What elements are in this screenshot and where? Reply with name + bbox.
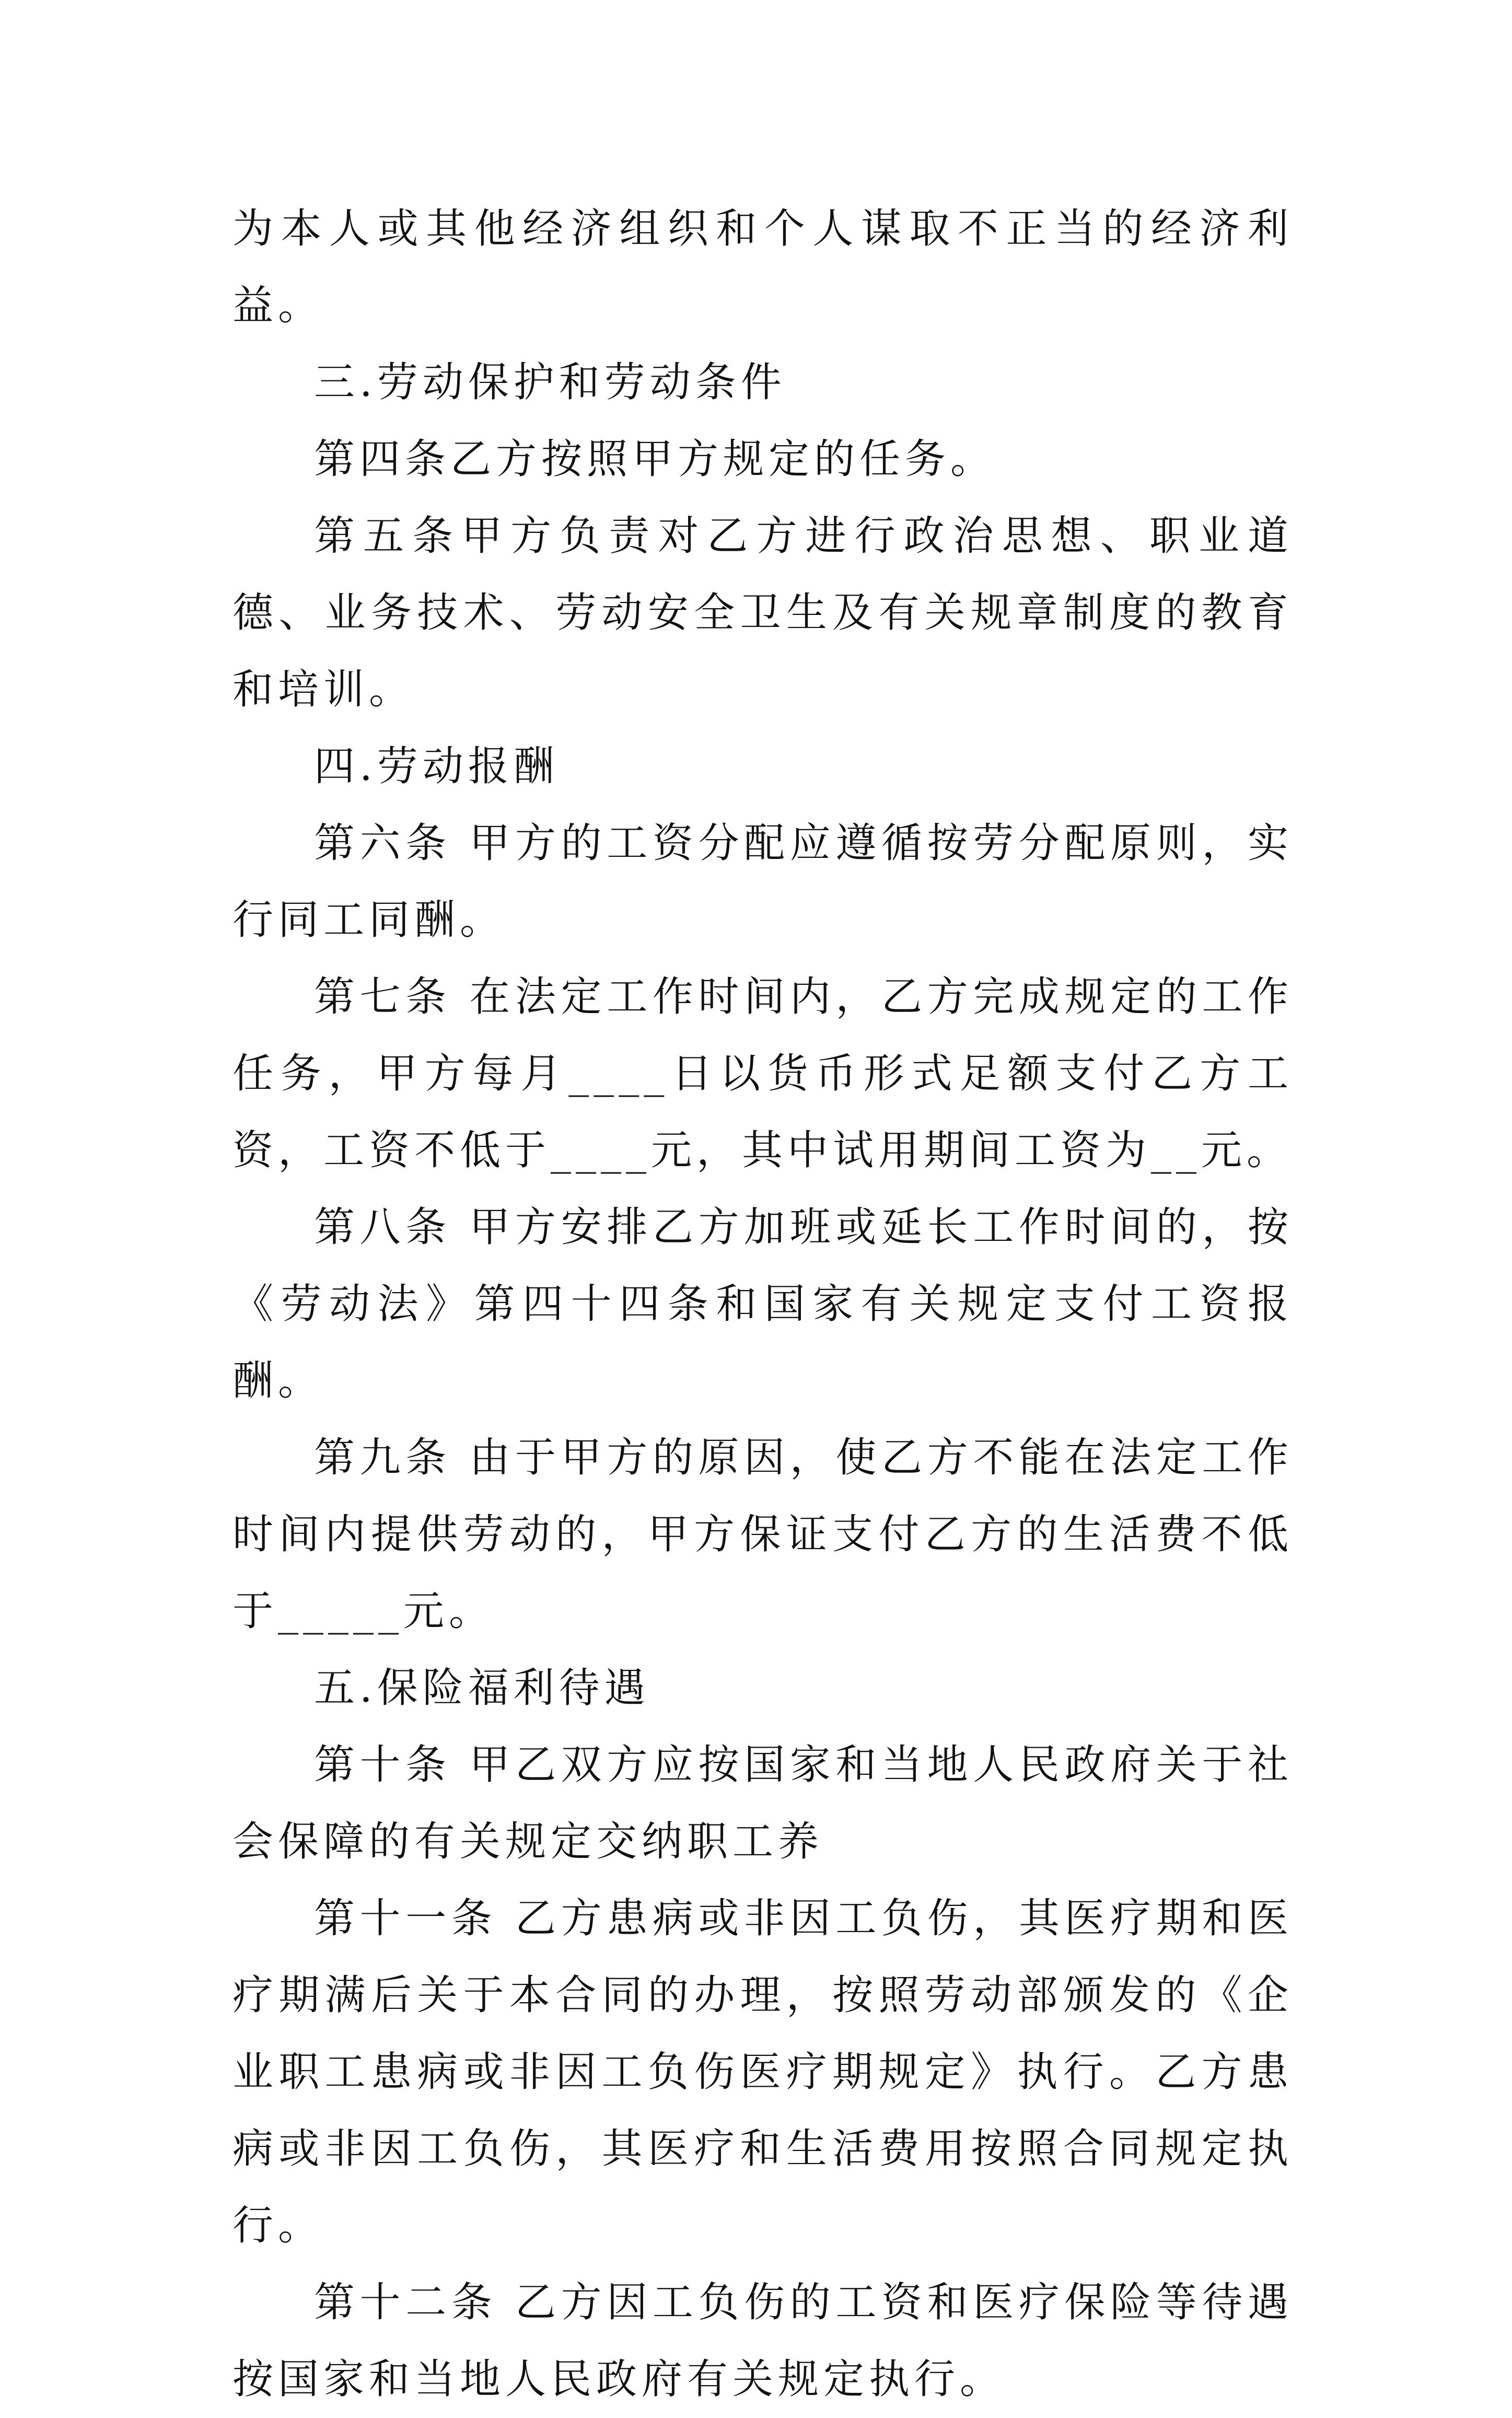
section-heading: 三.劳动保护和劳动条件 (314, 359, 786, 406)
paragraph: 第十二条 乙方因工负伤的工资和医疗保险等待遇按国家和当地人民政府有关规定执行。 (232, 2279, 1293, 2403)
paragraph: 第七条 在法定工作时间内，乙方完成规定的工作任务，甲方每月____日以货币形式足额支付乙方工资，工资不低于____元，其中试用期间工资为__元。 (232, 973, 1293, 1174)
paragraph: 第五条甲方负责对乙方进行政治思想、职业道德、业务技术、劳动安全卫生及有关规章制度的教育和培训。 (232, 513, 1293, 713)
paragraph: 为本人或其他经济组织和个人谋取不正当的经济利益。 (232, 205, 1293, 329)
section-heading: 五.保险福利待遇 (314, 1665, 650, 1712)
paragraph: 第十条 甲乙双方应按国家和当地人民政府关于社会保障的有关规定交纳职工养 (232, 1741, 1293, 1865)
paragraph: 第九条 由于甲方的原因，使乙方不能在法定工作时间内提供劳动的，甲方保证支付乙方的生活费不低于_____元。 (232, 1434, 1293, 1635)
paragraph: 第八条 甲方安排乙方加班或延长工作时间的，按《劳动法》第四十四条和国家有关规定支付工资报酬。 (232, 1204, 1293, 1404)
paragraph: 第六条 甲方的工资分配应遵循按劳分配原则，实行同工同酬。 (232, 820, 1293, 944)
section-heading: 四.劳动报酬 (314, 743, 559, 790)
paragraph: 第十一条 乙方患病或非因工负伤，其医疗期和医疗期满后关于本合同的办理，按照劳动部颁发的《企业职工患病或非因工负伤医疗期规定》执行。乙方患病或非因工负伤，其医疗和生活费用按照合同规定执行。 (232, 1895, 1293, 2249)
paragraph: 第四条乙方按照甲方规定的任务。 (314, 436, 996, 483)
document-body (232, 191, 1293, 2418)
